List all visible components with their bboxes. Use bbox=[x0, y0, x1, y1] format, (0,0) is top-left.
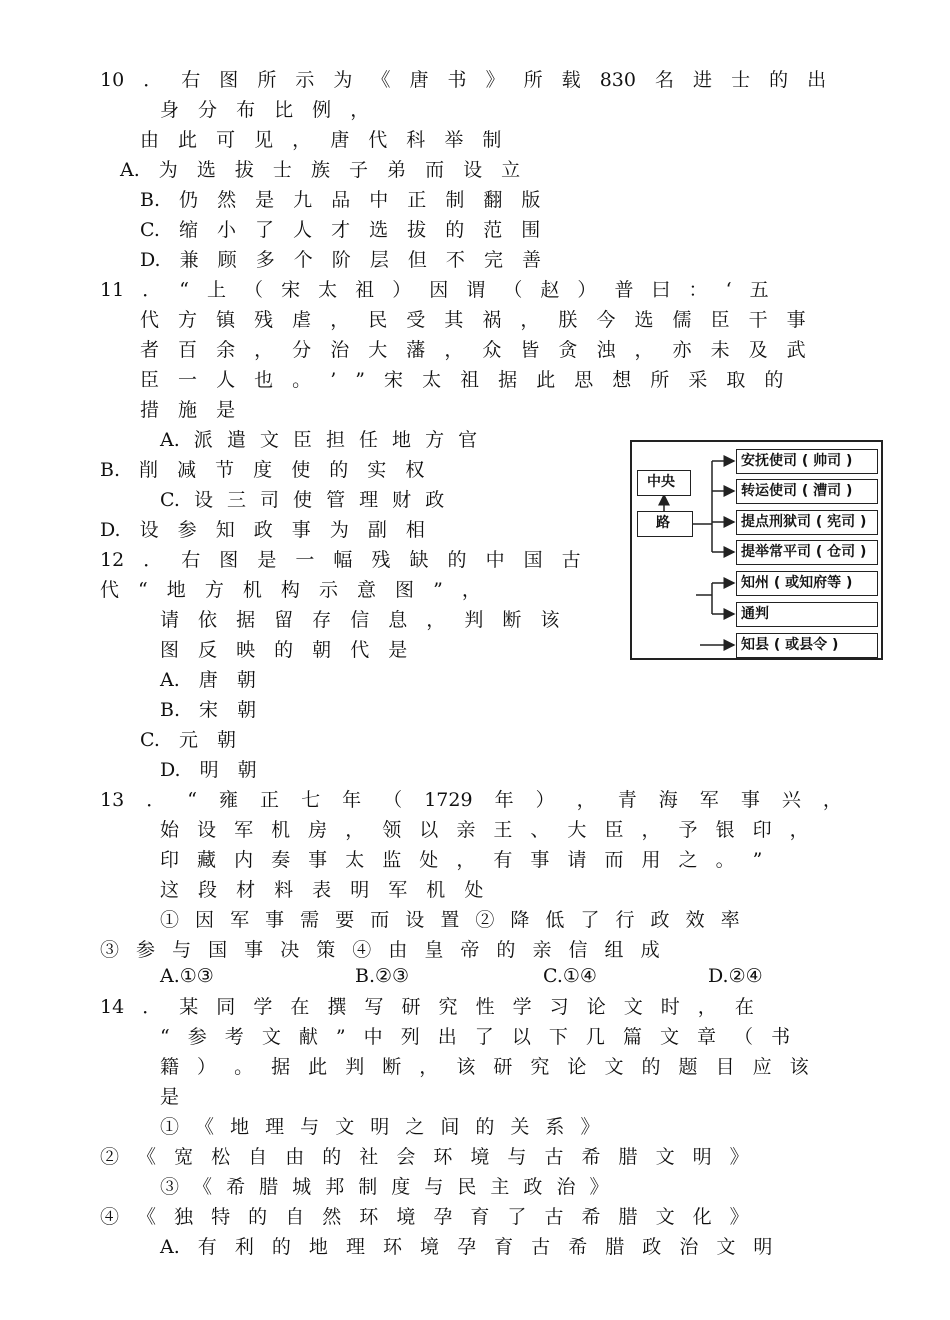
q11-option-a: A. 派 遣 文 臣 担 任 地 方 官 bbox=[160, 429, 478, 451]
q13-line-6: ③ 参 与 国 事 决 策 ④ 由 皇 帝 的 亲 信 组 成 bbox=[100, 939, 660, 961]
q11-line-2: 代 方 镇 残 虐 ， 民 受 其 祸 ， 朕 今 选 儒 臣 干 事 bbox=[140, 309, 806, 331]
q10-option-d: D. 兼 顾 多 个 阶 层 但 不 完 善 bbox=[140, 249, 541, 271]
q13-line-5: ① 因 军 事 需 要 而 设 置 ② 降 低 了 行 政 效 率 bbox=[160, 909, 740, 931]
central-box: 中央 bbox=[637, 470, 691, 496]
q11-option-b: B. 削 减 节 度 使 的 实 权 bbox=[100, 459, 425, 481]
q13-option-c: C.①④ bbox=[543, 965, 597, 987]
lu-box: 路 bbox=[637, 511, 693, 537]
q10-option-b: B. 仍 然 是 九 品 中 正 制 翻 版 bbox=[140, 189, 541, 211]
q12-line-3: 请 依 据 留 存 信 息 ， 判 断 该 bbox=[160, 609, 560, 631]
q14-line-2: “ 参 考 文 献 ” 中 列 出 了 以 下 几 篇 文 章 （ 书 bbox=[160, 1026, 791, 1048]
q11-line-4: 臣 一 人 也 。 ’ ” 宋 太 祖 据 此 思 想 所 采 取 的 bbox=[140, 369, 784, 391]
q12-line-4: 图 反 映 的 朝 代 是 bbox=[160, 639, 408, 661]
q13-line-4: 这 段 材 料 表 明 军 机 处 bbox=[160, 879, 484, 901]
tongpan-box: 通判 bbox=[736, 602, 878, 627]
q14-line-1: 14 ． 某 同 学 在 撰 写 研 究 性 学 习 论 文 时 ， 在 bbox=[100, 996, 754, 1018]
q13-option-b: B.②③ bbox=[355, 965, 410, 987]
q10-line-1: 10 ． 右 图 所 示 为 《 唐 书 》 所 载 830 名 进 士 的 出 bbox=[100, 69, 827, 91]
q12-option-d: D. 明 朝 bbox=[160, 759, 257, 781]
q13-line-3: 印 藏 内 奏 事 太 监 处 ， 有 事 请 而 用 之 。 ” bbox=[160, 849, 763, 871]
q14-ref-2: ② 《 宽 松 自 由 的 社 会 环 境 与 古 希 腊 文 明 》 bbox=[100, 1146, 749, 1168]
q12-option-a: A. 唐 朝 bbox=[160, 669, 256, 691]
anfu-box: 安抚使司 ( 帅司 ) bbox=[736, 449, 878, 474]
q11-option-d: D. 设 参 知 政 事 为 副 相 bbox=[100, 519, 425, 541]
q13-option-a: A.①③ bbox=[160, 965, 214, 987]
q13-line-2: 始 设 军 机 房 ， 领 以 亲 王 、 大 臣 ， 予 银 印 ， bbox=[160, 819, 809, 841]
q13-line-1: 13 ． “ 雍 正 七 年 （ 1729 年 ） ， 青 海 军 事 兴 ， bbox=[100, 789, 842, 811]
q12-option-b: B. 宋 朝 bbox=[160, 699, 257, 721]
zhixian-box: 知县 ( 或县令 ) bbox=[736, 633, 878, 658]
q12-line-1: 12 ． 右 图 是 一 幅 残 缺 的 中 国 古 bbox=[100, 549, 581, 571]
q12-option-c: C. 元 朝 bbox=[140, 729, 236, 751]
q11-line-3: 者 百 余 ， 分 治 大 藩 ， 众 皆 贪 浊 ， 亦 未 及 武 bbox=[140, 339, 806, 361]
q10-option-a: A. 为 选 拔 士 族 子 弟 而 设 立 bbox=[120, 159, 521, 181]
q14-line-3: 籍 ） 。 据 此 判 断 ， 该 研 究 论 文 的 题 目 应 该 bbox=[160, 1056, 809, 1078]
q10-option-c: C. 缩 小 了 人 才 选 拔 的 范 围 bbox=[140, 219, 541, 241]
zhizhou-box: 知州 ( 或知府等 ) bbox=[736, 571, 878, 596]
q14-ref-3: ③ 《 希 腊 城 邦 制 度 与 民 主 政 治 》 bbox=[160, 1176, 609, 1198]
q14-ref-1: ① 《 地 理 与 文 明 之 间 的 关 系 》 bbox=[160, 1116, 600, 1138]
q11-line-5: 措 施 是 bbox=[140, 399, 236, 421]
q14-ref-4: ④ 《 独 特 的 自 然 环 境 孕 育 了 古 希 腊 文 化 》 bbox=[100, 1206, 749, 1228]
q14-option-a: A. 有 利 的 地 理 环 境 孕 育 古 希 腊 政 治 文 明 bbox=[160, 1236, 773, 1258]
q12-line-2: 代 “ 地 方 机 构 示 意 图 ” ， bbox=[100, 579, 481, 601]
q14-line-4: 是 bbox=[160, 1086, 180, 1108]
zhuanyun-box: 转运使司 ( 漕司 ) bbox=[736, 479, 878, 504]
tidian-box: 提点刑狱司 ( 宪司 ) bbox=[736, 510, 878, 535]
tiju-box: 提举常平司 ( 仓司 ) bbox=[736, 540, 878, 565]
q10-line-3: 由 此 可 见 ， 唐 代 科 举 制 bbox=[140, 129, 502, 151]
q11-line-1: 11 ． “ 上 （ 宋 太 祖 ） 因 谓 （ 赵 ） 普 曰 ： ‘ 五 bbox=[100, 279, 769, 301]
q11-option-c: C. 设 三 司 使 管 理 财 政 bbox=[160, 489, 445, 511]
local-institution-diagram bbox=[630, 440, 883, 660]
q13-option-d: D.②④ bbox=[708, 965, 763, 987]
q10-line-2: 身 分 布 比 例 ， bbox=[160, 99, 370, 121]
